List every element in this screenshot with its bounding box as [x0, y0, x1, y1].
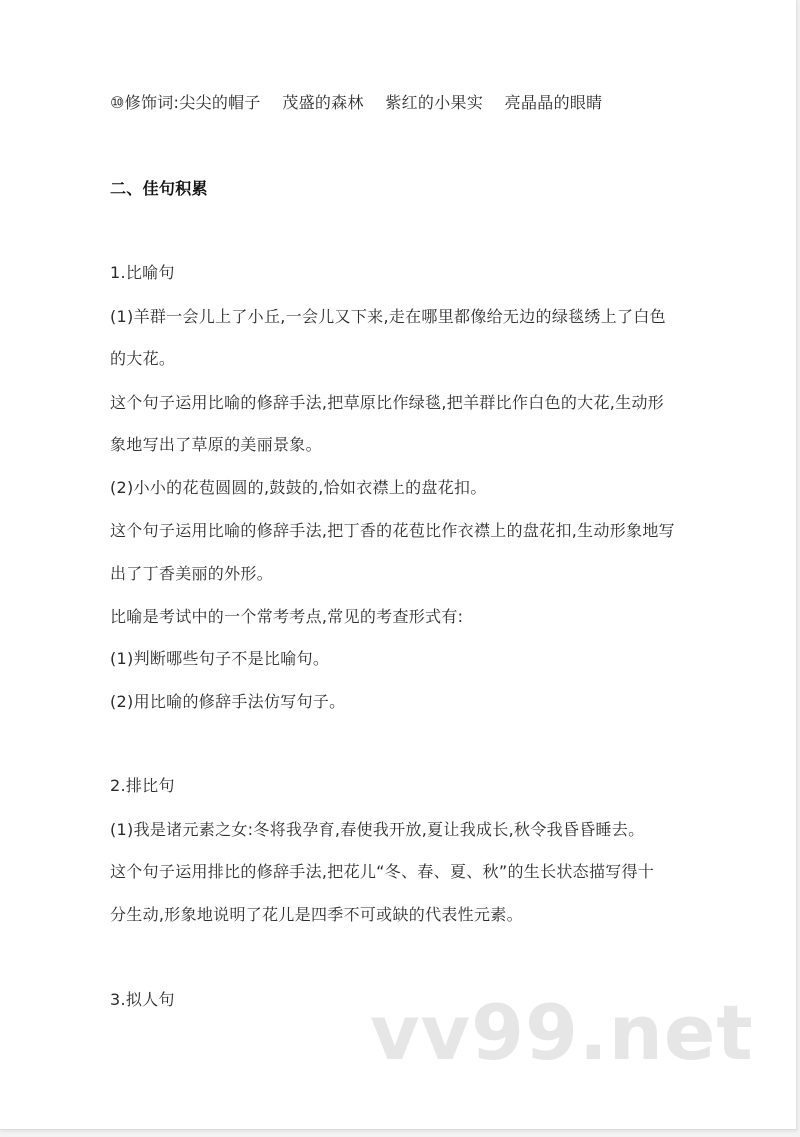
parallelism-example1: (1)我是诸元素之女:冬将我孕育,春使我开放,夏让我成长,秋令我昏昏睡去。 — [110, 820, 645, 839]
simile-exam-form1: (1)判断哪些句子不是比喻句。 — [110, 649, 330, 668]
modifier-words-line: ⑩修饰词:尖尖的帽子 茂盛的森林 紫红的小果实 亮晶晶的眼睛 — [110, 93, 603, 112]
simile-example2: (2)小小的花苞圆圆的,鼓鼓的,恰如衣襟上的盘花扣。 — [110, 478, 487, 497]
parallelism-title: 2.排比句 — [110, 776, 175, 795]
simile-analysis2-line1: 这个句子运用比喻的修辞手法,把丁香的花苞比作衣襟上的盘花扣,生动形象地写 — [110, 521, 675, 540]
simile-analysis1-line1: 这个句子运用比喻的修辞手法,把草原比作绿毯,把羊群比作白色的大花,生动形 — [110, 393, 665, 412]
simile-analysis1-line2: 象地写出了草原的美丽景象。 — [110, 435, 322, 454]
watermark: vv99.net — [370, 988, 754, 1077]
simile-example1-line1: (1)羊群一会儿上了小丘,一会儿又下来,走在哪里都像给无边的绿毯绣上了白色 — [110, 307, 666, 326]
simile-title: 1.比喻句 — [110, 263, 175, 282]
simile-exam-note: 比喻是考试中的一个常考考点,常见的考查形式有: — [110, 607, 464, 626]
simile-exam-form2: (2)用比喻的修辞手法仿写句子。 — [110, 692, 346, 711]
simile-analysis2-line2: 出了丁香美丽的外形。 — [110, 564, 274, 583]
parallelism-analysis1-line1: 这个句子运用排比的修辞手法,把花儿“冬、春、夏、秋”的生长状态描写得十 — [110, 862, 655, 881]
parallelism-analysis1-line2: 分生动,形象地说明了花儿是四季不可或缺的代表性元素。 — [110, 905, 523, 924]
simile-example1-line2: 的大花。 — [110, 349, 176, 368]
personification-title: 3.拟人句 — [110, 990, 175, 1009]
section-heading: 二、佳句积累 — [110, 179, 208, 198]
